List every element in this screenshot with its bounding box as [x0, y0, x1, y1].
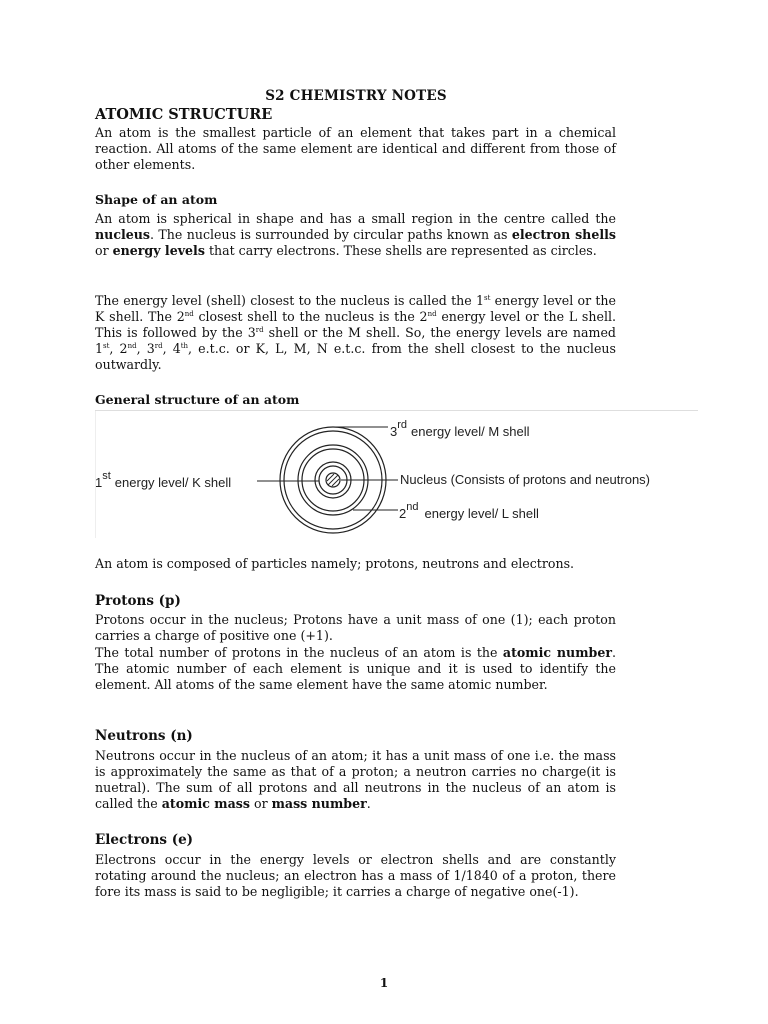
heading-shape-of-atom: Shape of an atom [95, 192, 218, 207]
paragraph-shape: An atom is spherical in shape and has a small region in the centre called the nucleus. The nucleus is surrounded by circular paths known as electron shells or energy levels that carry electrons. These shells are represented as circles. [95, 211, 616, 258]
heading-neutrons: Neutrons (n) [95, 728, 193, 744]
paragraph-neutrons: Neutrons occur in the nucleus of an atom; it has a unit mass of one i.e. the mass is approximately the same as that of a proton; a neutron carries no charge(it is nuetral). The sum of all protons and all neutrons in the nucleus of an atom is called the atomic mass or mass number. [95, 748, 616, 811]
label-k-shell: 1st energy level/ K shell [95, 470, 232, 490]
paragraph-protons-1: Protons occur in the nucleus; Protons have a unit mass of one (1); each proton carries a charge of positive one (+1). [95, 612, 616, 643]
label-nucleus: Nucleus (Consists of protons and neutrons) [400, 472, 651, 487]
heading-atomic-structure: ATOMIC STRUCTURE [95, 106, 273, 123]
heading-electrons: Electrons (e) [95, 832, 194, 848]
page-number: 1 [379, 976, 389, 990]
paragraph-electrons: Electrons occur in the energy levels or electron shells and are constantly rotating around the nucleus; an electron has a mass of 1/1840 of a proton, there fore its mass is said to be negligible; it carries a charge of negative one(-1). [95, 852, 616, 899]
heading-protons: Protons (p) [95, 593, 181, 609]
paragraph-protons-2: The total number of protons in the nucleus of an atom is the atomic number. The atomic number of each element is unique and it is used to identify the element. All atoms of the same element have the same atomic number. [95, 645, 616, 692]
paragraph-energy-levels: The energy level (shell) closest to the nucleus is called the 1st energy level or the K shell. The 2nd closest shell to the nucleus is the 2nd energy level or the L shell. This is followed by the 3rd shell or the M shell. So, the energy levels are named 1st, 2nd, 3rd, 4th, e.t.c. or K, L, M, N e.t.c. from the shell closest to the nucleus outwardly. [95, 293, 617, 372]
atom-structure-diagram [95, 410, 698, 540]
paragraph-atom-definition: An atom is the smallest particle of an element that takes part in a chemical reaction. All atoms of the same element are identical and different from those of other elements. [95, 125, 616, 172]
label-m-shell: 3rd energy level/ M shell [390, 419, 530, 439]
heading-general-structure: General structure of an atom [95, 392, 300, 407]
label-l-shell: 2nd energy level/ L shell [399, 501, 539, 521]
document-title: S2 CHEMISTRY NOTES [265, 88, 447, 104]
paragraph-particles: An atom is composed of particles namely; protons, neutrons and electrons. [95, 556, 575, 571]
